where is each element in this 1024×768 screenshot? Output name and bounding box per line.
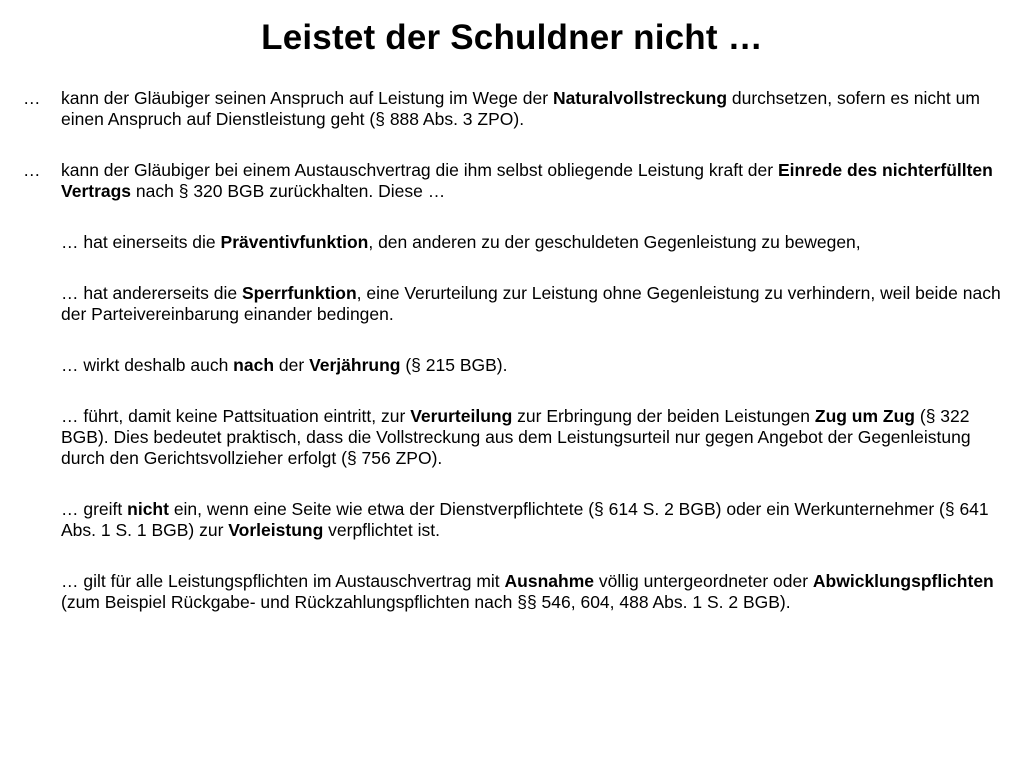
slide-content bbox=[0, 88, 1024, 643]
sub-paragraph-zug-um-zug bbox=[0, 406, 1024, 469]
sub-text: … hat einerseits die bbox=[61, 232, 221, 252]
bullet-bold-term: Naturalvollstreckung bbox=[552, 88, 728, 108]
sub-bold-term: Vorleistung bbox=[228, 520, 324, 540]
sub-text: verpflichtet ist. bbox=[323, 520, 440, 540]
sub-text: , eine Verurteilung zur Leistung ohne Gegenleistung zu verhindern, weil beide nach der Parteivereinbarung einander bedingen. bbox=[61, 283, 1001, 324]
bullet-text: durchsetzen, sofern es nicht um einen Anspruch auf Dienstleistung geht (§ 888 Abs. 3 ZPO). bbox=[61, 88, 980, 129]
sub-paragraph-vorleistung bbox=[0, 499, 1024, 541]
sub-text: (zum Beispiel Rückgabe- und Rückzahlungspflichten nach §§ 546, 604, 488 Abs. 1 S. 2 BGB). bbox=[61, 592, 791, 612]
bullet-text: kann der Gläubiger bei einem Austauschvertrag die ihm selbst obliegende Leistung kraft der bbox=[61, 160, 778, 180]
sub-paragraph-verjaehrung bbox=[0, 355, 1024, 376]
sub-text: der bbox=[274, 355, 310, 375]
sub-text: , den anderen zu der geschuldeten Gegenleistung zu bewegen, bbox=[368, 232, 861, 252]
sub-bold-term: nach bbox=[233, 355, 275, 375]
sub-text: … wirkt deshalb auch bbox=[61, 355, 234, 375]
sub-bold-term: nicht bbox=[127, 499, 169, 519]
bullet-bold-term: Einrede des nichterfüllten Vertrags bbox=[61, 160, 993, 201]
sub-bold-term: Verjährung bbox=[309, 355, 401, 375]
sub-bold-term: Verurteilung bbox=[410, 406, 513, 426]
bullet-text: nach § 320 BGB zurückhalten. Diese … bbox=[131, 181, 446, 201]
sub-text: … hat andererseits die bbox=[61, 283, 242, 303]
sub-bold-term: Sperrfunktion bbox=[241, 283, 357, 303]
sub-text: … gilt für alle Leistungspflichten im Austauschvertrag mit bbox=[61, 571, 505, 591]
bullet-text: kann der Gläubiger seinen Anspruch auf Leistung im Wege der bbox=[61, 88, 553, 108]
sub-paragraph-sperrfunktion bbox=[0, 283, 1024, 325]
sub-text: zur Erbringung der beiden Leistungen bbox=[512, 406, 815, 426]
bullet-marker: … bbox=[23, 160, 41, 180]
sub-paragraph-ausnahme bbox=[0, 571, 1024, 613]
sub-bold-term: Zug um Zug bbox=[814, 406, 915, 426]
bullet-naturalvollstreckung bbox=[0, 88, 1024, 130]
sub-text: (§ 215 BGB). bbox=[400, 355, 508, 375]
bullet-einrede bbox=[0, 160, 1024, 202]
sub-text: … greift bbox=[61, 499, 128, 519]
sub-text: (§ 322 BGB). Dies bedeutet praktisch, dass die Vollstreckung aus dem Leistungsurteil nur gegen Angebot der Gegenleistung durch den Gerichtsvollzieher erfolgt (§ 756 ZPO). bbox=[61, 406, 971, 468]
sub-bold-term: Ausnahme bbox=[504, 571, 595, 591]
sub-bold-term: Präventivfunktion bbox=[220, 232, 369, 252]
bullet-marker: … bbox=[23, 88, 41, 108]
sub-text: … führt, damit keine Pattsituation eintritt, zur bbox=[61, 406, 411, 426]
sub-bold-term: Abwicklungspflichten bbox=[812, 571, 994, 591]
sub-text: ein, wenn eine Seite wie etwa der Dienstverpflichtete (§ 614 S. 2 BGB) oder ein Werkunternehmer (§ 641 Abs. 1 S. 1 BGB) zur bbox=[61, 499, 989, 540]
sub-text: völlig untergeordneter oder bbox=[594, 571, 813, 591]
sub-paragraph-praeventivfunktion bbox=[0, 232, 1024, 253]
slide-title: Leistet der Schuldner nicht … bbox=[261, 18, 763, 57]
